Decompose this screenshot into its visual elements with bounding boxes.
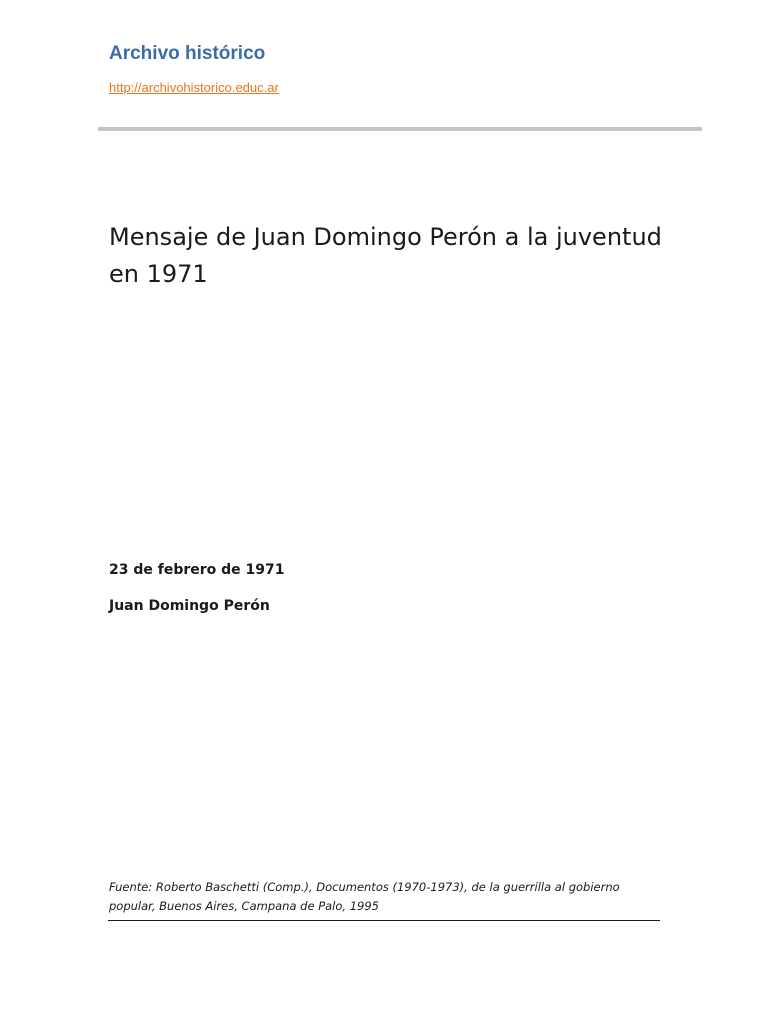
site-title: Archivo histórico bbox=[109, 43, 266, 64]
document-title: Mensaje de Juan Domingo Perón a la juventud en 1971 bbox=[109, 223, 662, 288]
source-citation: Fuente: Roberto Baschetti (Comp.), Documentos (1970-1973), de la guerrilla al gobierno popular, Buenos Aires, Campana de Palo, 1995 bbox=[109, 880, 620, 913]
footer-divider bbox=[108, 920, 660, 921]
document-date: 23 de febrero de 1971 bbox=[109, 562, 285, 578]
header-divider bbox=[98, 127, 702, 131]
document-author: Juan Domingo Perón bbox=[109, 598, 270, 614]
site-url-link[interactable]: http://archivohistorico.educ.ar bbox=[109, 80, 279, 95]
